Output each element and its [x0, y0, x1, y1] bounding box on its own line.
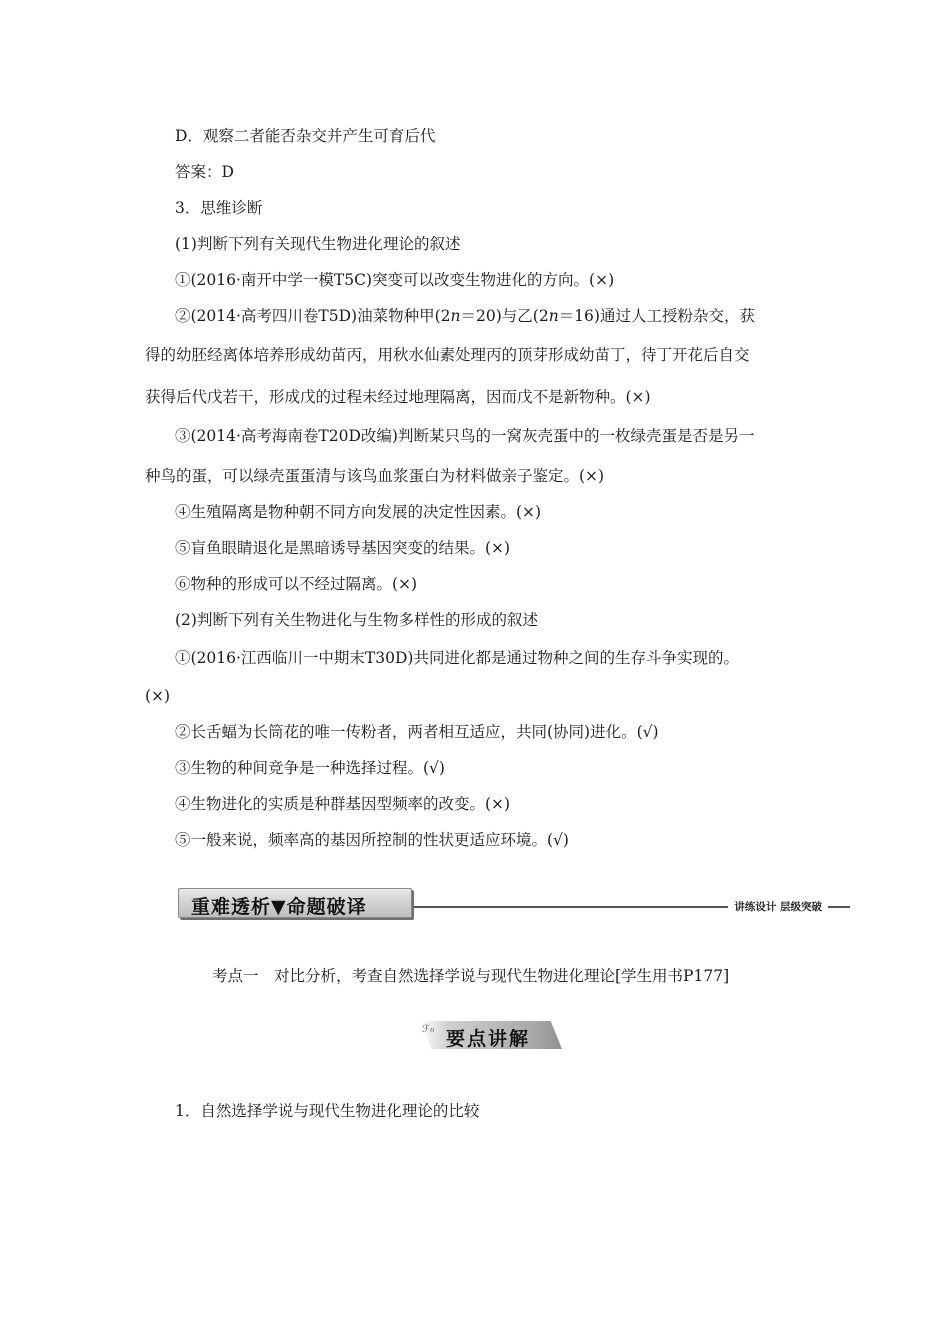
statement-1-5: ⑤盲鱼眼睛退化是黑暗诱导基因突变的结果。(×): [175, 539, 511, 557]
text-segment: ＝16)通过人工授粉杂交，获: [558, 307, 755, 325]
text-segment: ②(2014·高考四川卷T5D)油菜物种甲(2: [175, 307, 451, 325]
statement-1-2-line2: 得的幼胚经离体培养形成幼苗丙，用秋水仙素处理丙的顶芽形成幼苗丁，待丁开花后自交: [145, 346, 750, 364]
key-points-label: [420, 1021, 562, 1049]
section-banner: [178, 886, 850, 920]
subheading-1: (1)判断下列有关现代生物进化理论的叙述: [175, 235, 461, 253]
item-1-heading: 1．自然选择学说与现代生物进化理论的比较: [175, 1102, 480, 1120]
italic-n: n: [548, 307, 559, 325]
statement-2-3: ③生物的种间竞争是一种选择过程。(√): [175, 759, 445, 777]
decorative-glyph: ℱℴ: [422, 1024, 435, 1035]
option-d: D．观察二者能否杂交并产生可育后代: [175, 127, 436, 145]
banner-subtitle: 讲练设计 层级突破: [728, 899, 828, 914]
statement-2-4: ④生物进化的实质是种群基因型频率的改变。(×): [175, 795, 511, 813]
statement-2-1-line1: ①(2016·江西临川一中期末T30D)共同进化都是通过物种之间的生存斗争实现的。: [175, 649, 739, 667]
banner-title: 重难透析▼命题破译: [191, 896, 367, 918]
statement-1-2-line1: [175, 306, 755, 326]
statement-1-3-line2: 种鸟的蛋，可以绿壳蛋蛋清与该鸟血浆蛋白为材料做亲子鉴定。(×): [145, 467, 605, 485]
heading-thinking-diagnosis: 3．思维诊断: [175, 199, 263, 217]
statement-2-2: ②长舌蝠为长筒花的唯一传粉者，两者相互适应，共同(协同)进化。(√): [175, 723, 659, 741]
banner-title-box: [178, 888, 412, 918]
statement-2-5: ⑤一般来说，频率高的基因所控制的性状更适应环境。(√): [175, 831, 569, 849]
answer: 答案：D: [175, 163, 234, 181]
statement-1-2-line3: 获得后代戊若干，形成戊的过程未经过地理隔离，因而戊不是新物种。(×): [145, 388, 651, 406]
statement-2-1-line2: (×): [145, 687, 171, 705]
statement-1-6: ⑥物种的形成可以不经过隔离。(×): [175, 575, 418, 593]
subheading-2: (2)判断下列有关生物进化与生物多样性的形成的叙述: [175, 611, 538, 629]
statement-1-4: ④生殖隔离是物种朝不同方向发展的决定性因素。(×): [175, 503, 542, 521]
key-points-text: 要点讲解: [446, 1028, 531, 1050]
statement-1-1: ①(2016·南开中学一模T5C)突变可以改变生物进化的方向。(×): [175, 271, 615, 289]
italic-n: n: [450, 307, 461, 325]
text-segment: ＝20)与乙(2: [460, 307, 549, 325]
statement-1-3-line1: ③(2014·高考海南卷T20D改编)判断某只鸟的一窝灰壳蛋中的一枚绿壳蛋是否是另一: [175, 427, 755, 445]
section-heading: 考点一 对比分析，考查自然选择学说与现代生物进化理论[学生用书P177]: [212, 967, 730, 985]
